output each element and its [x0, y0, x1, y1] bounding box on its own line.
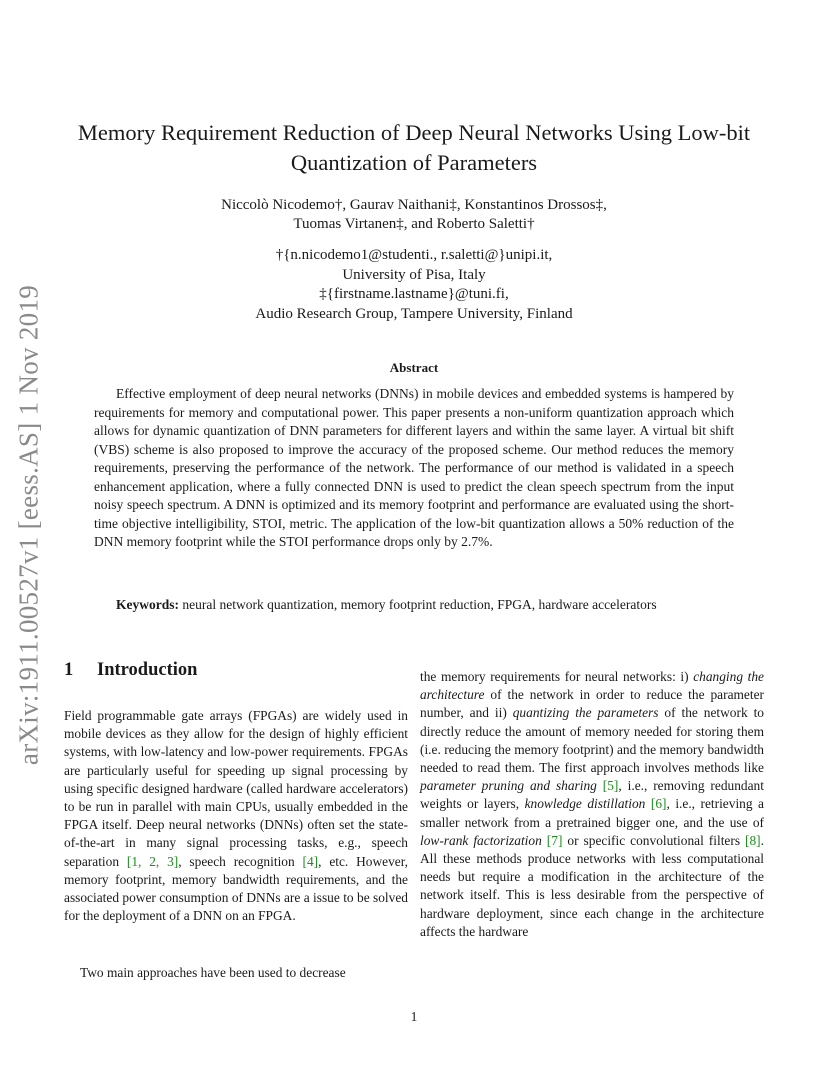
- arxiv-identifier: arXiv:1911.00527v1 [eess.AS] 1 Nov 2019: [13, 284, 44, 766]
- intro-text: , i.e., retrieving a smaller network from a pretrained bigger one, and the use of: [420, 796, 764, 830]
- intro-emphasis: knowledge distillation: [524, 796, 646, 812]
- author-list: [100, 196, 728, 234]
- section-title: Introduction: [97, 660, 198, 680]
- intro-text: , speech recognition: [178, 853, 303, 869]
- author-line-2: Tuomas Virtanen‡, and Roberto Saletti†: [293, 216, 535, 232]
- keywords: [94, 596, 734, 615]
- intro-text: of the network to directly reduce the amount of memory needed for storing them (i.e. reducing the memory footprint) and the memory bandwidth needed to read them. The first approach involves methods like: [420, 705, 764, 776]
- keywords-text: neural network quantization, memory footprint reduction, FPGA, hardware accelerators: [182, 597, 657, 612]
- abstract-heading: Abstract: [389, 360, 439, 375]
- intro-emphasis: low-rank factorization: [420, 832, 542, 848]
- arxiv-side-stamp: [6, 275, 52, 775]
- citation-link[interactable]: [7]: [546, 832, 563, 848]
- affiliation-email-tampere: ‡{firstname.lastname}@tuni.fi,: [319, 286, 509, 302]
- citation-link[interactable]: [5]: [602, 778, 619, 794]
- abstract-body: Effective employment of deep neural networks (DNNs) in mobile devices and embedded systems is hampered by requirements for memory and computational power. This paper presents a non-uniform quantization approach which allows for dynamic quantization of DNN parameters for different layers and within the same layer. A virtual bit shift (VBS) scheme is also proposed to improve the accuracy of the proposed scheme. Our method reduces the memory requirements, preserving the performance of the network. The performance of our method is validated in a speech enhancement application, where a fully connected DNN is used to predict the clean speech spectrum from the input noisy speech spectrum. A DNN is optimized and its memory footprint and performance are evaluated using the short-time objective intelligibility, STOI, metric. The application of the low-bit quantization allows a 50% reduction of the DNN memory footprint while the STOI performance drops only by 2.7%.: [94, 386, 734, 549]
- intro-text: the memory requirements for neural networks: i): [420, 669, 694, 684]
- author-line-1: Niccolò Nicodemo†, Gaurav Naithani‡, Konstantinos Drossos‡,: [221, 197, 607, 213]
- affiliations: [100, 246, 728, 324]
- paper-title-line-1: Memory Requirement Reduction of Deep Neural Networks Using Low-bit: [77, 120, 751, 145]
- intro-text: or specific convolutional filters: [562, 832, 746, 848]
- affiliation-email-pisa: †{n.nicodemo1@studenti., r.saletti@}unipi.it,: [275, 247, 553, 263]
- affiliation-tampere: Audio Research Group, Tampere University, Finland: [255, 305, 573, 322]
- intro-paragraph-1: [64, 707, 408, 925]
- keywords-label: Keywords:: [116, 597, 179, 612]
- intro-text: Field programmable gate arrays (FPGAs) are widely used in mobile devices as they allow for the design of highly efficient systems, with low-latency and low-power requirements. FPGAs are particularly useful for speeding up signal processing by using specific designed hardware (called hardware accelerators) to be run in parallel with main CPUs, usually embedded in the FPGA itself. Deep neural networks (DNNs) often set the state-of-the-art in many signal processing tasks, e.g., speech separation: [64, 708, 408, 869]
- citation-link[interactable]: [8]: [745, 832, 761, 848]
- section-number: 1: [64, 660, 74, 680]
- citation-link[interactable]: [1, 2, 3]: [126, 853, 179, 869]
- section-heading-introduction: [64, 660, 197, 681]
- citation-link[interactable]: [6]: [650, 796, 667, 812]
- intro-emphasis: parameter pruning and sharing: [420, 778, 597, 794]
- affiliation-university-pisa: University of Pisa, Italy: [342, 266, 486, 283]
- intro-text: , etc. However, memory footprint, memory bandwidth requirements, and the associated power consumption of DNNs are a issue to be solved for the deployment of a DNN on an FPGA.: [64, 853, 408, 924]
- page-number: 1: [410, 1009, 418, 1024]
- citation-link[interactable]: [4]: [302, 853, 319, 869]
- intro-text: . All these methods produce networks with less computational needs but require a modification in the architecture of the network itself. This is less desirable from the perspective of hardware deployment, since each change in the architecture affects the hardware: [420, 832, 764, 939]
- paper-title: [60, 118, 768, 178]
- intro-emphasis: quantizing the parameters: [512, 705, 659, 721]
- intro-emphasis: changing the architecture: [420, 669, 764, 703]
- intro-text: , i.e., removing redundant weights or layers,: [420, 778, 764, 812]
- paper-title-line-2: Quantization of Parameters: [290, 150, 538, 175]
- intro-right-column: [420, 668, 764, 941]
- intro-paragraph-2: Two main approaches have been used to decrease: [80, 965, 346, 980]
- intro-text: of the network in order to reduce the parameter number, and ii): [420, 687, 764, 721]
